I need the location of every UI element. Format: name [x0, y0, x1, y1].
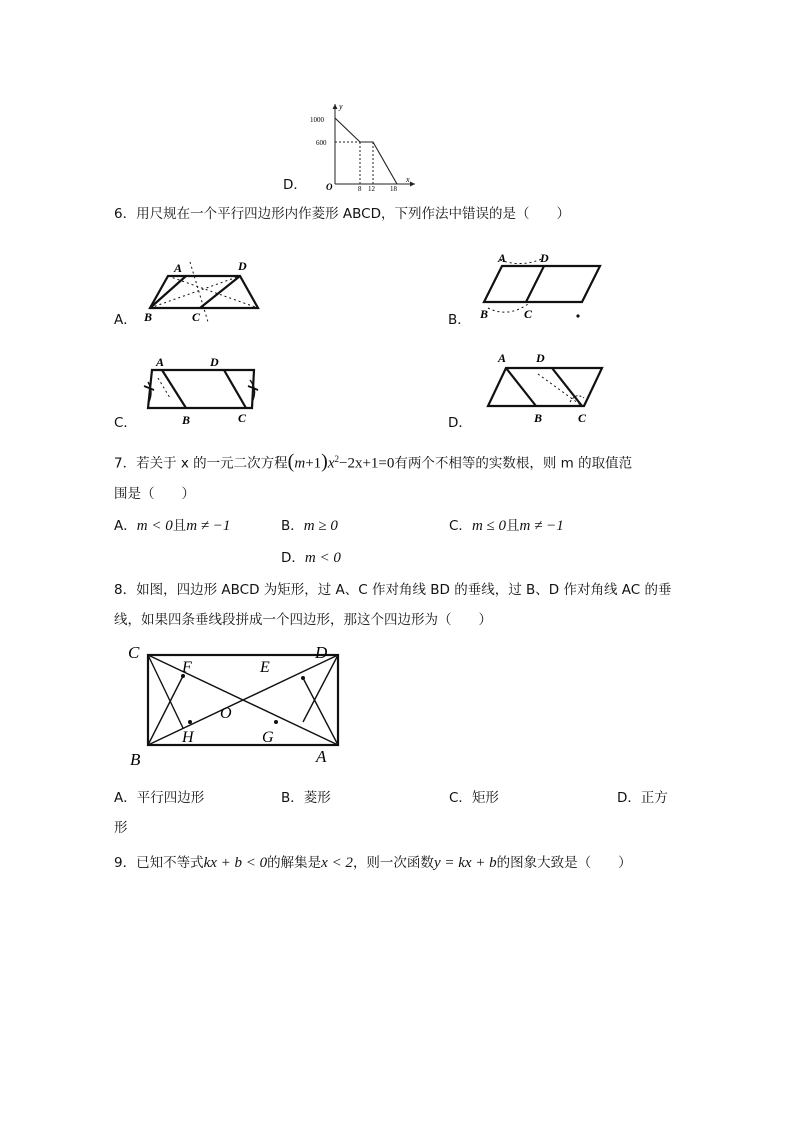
q9-stem: 9．已知不等式kx + b < 0的解集是x < 2，则一次函数y = kx + b的图象大致是（ ） — [114, 855, 632, 871]
q6-option-a-figure — [140, 256, 260, 328]
q5-graph-line — [335, 118, 397, 184]
svg-text:A: A — [498, 351, 507, 365]
q5-y-tick-1000: 1000 — [310, 116, 324, 124]
svg-text:A: A — [156, 355, 165, 369]
svg-text:B: B — [144, 310, 153, 324]
q8-label-d: D — [315, 643, 328, 662]
q6-option-b-label: B． — [448, 312, 471, 328]
q8-option-a: A．平行四边形 — [114, 790, 205, 806]
q7-option-a: A．m < 0且m ≠ −1 — [114, 518, 231, 534]
svg-text:C: C — [192, 310, 201, 324]
q8-option-b: B．菱形 — [281, 790, 331, 806]
svg-text:D: D — [536, 351, 545, 365]
svg-text:B: B — [534, 411, 543, 425]
svg-text:B: B — [182, 413, 191, 427]
svg-text:B: B — [480, 307, 489, 321]
q6-stem: 6．用尺规在一个平行四边形内作菱形 ABCD，下列作法中错误的是（ ） — [114, 206, 570, 222]
q8-label-f: F — [182, 659, 192, 676]
svg-text:D: D — [540, 251, 549, 265]
svg-text:A: A — [174, 261, 183, 275]
q5-origin-label: O — [326, 182, 333, 192]
q5-x-axis-label: x — [406, 175, 410, 184]
q7-option-c: C．m ≤ 0且m ≠ −1 — [449, 518, 564, 534]
q5-x-tick-12: 12 — [368, 185, 375, 193]
svg-text:C: C — [578, 411, 587, 425]
q5-y-axis-label: y — [339, 102, 343, 111]
q6-option-d-label: D． — [448, 415, 472, 431]
q5-option-d-label: D． — [283, 177, 307, 193]
q8-label-b: B — [130, 750, 141, 769]
q6-option-a-label: A． — [114, 312, 137, 328]
q5-x-tick-8: 8 — [358, 185, 362, 193]
q8-option-d: D．正方 — [617, 790, 668, 806]
q6-option-b-figure — [478, 248, 608, 324]
svg-text:A: A — [498, 251, 507, 265]
q5-y-tick-600: 600 — [316, 139, 327, 147]
q8-label-g: G — [262, 729, 274, 746]
q8-label-a: A — [316, 747, 327, 766]
q8-label-e: E — [260, 659, 270, 676]
q8-stem-line2: 线，如果四条垂线段拼成一个四边形，那这个四边形为（ ） — [114, 612, 492, 628]
q7-option-d: D．m < 0 — [281, 550, 341, 566]
svg-text:C: C — [524, 307, 533, 321]
q8-option-c: C．矩形 — [449, 790, 499, 806]
q5-option-d-graph — [305, 100, 425, 192]
q6-option-c-label: C． — [114, 415, 137, 431]
q7-stem-line1: 7．若关于 x 的一元二次方程$(m+1)x^2-2x+1=0$有两个不相等的实数根，则 m 的取值范 — [114, 450, 633, 473]
q8-rectangle-figure — [126, 638, 346, 770]
q8-label-c: C — [128, 643, 140, 662]
svg-text:D: D — [210, 355, 219, 369]
q8-label-o: O — [220, 705, 232, 722]
svg-text:D: D — [238, 259, 247, 273]
q8-label-h: H — [182, 729, 194, 746]
q6-option-c-figure — [140, 352, 270, 428]
q5-x-tick-18: 18 — [390, 185, 397, 193]
svg-text:C: C — [238, 411, 247, 425]
q7-stem-line2: 围是（ ） — [114, 486, 195, 502]
q7-option-b: B．m ≥ 0 — [281, 518, 338, 534]
q6-option-d-figure — [486, 350, 606, 426]
q8-option-d-wrap: 形 — [114, 820, 128, 836]
q8-stem-line1: 8．如图，四边形 ABCD 为矩形，过 A、C 作对角线 BD 的垂线，过 B、D 作对角线 AC 的垂 — [114, 582, 672, 598]
